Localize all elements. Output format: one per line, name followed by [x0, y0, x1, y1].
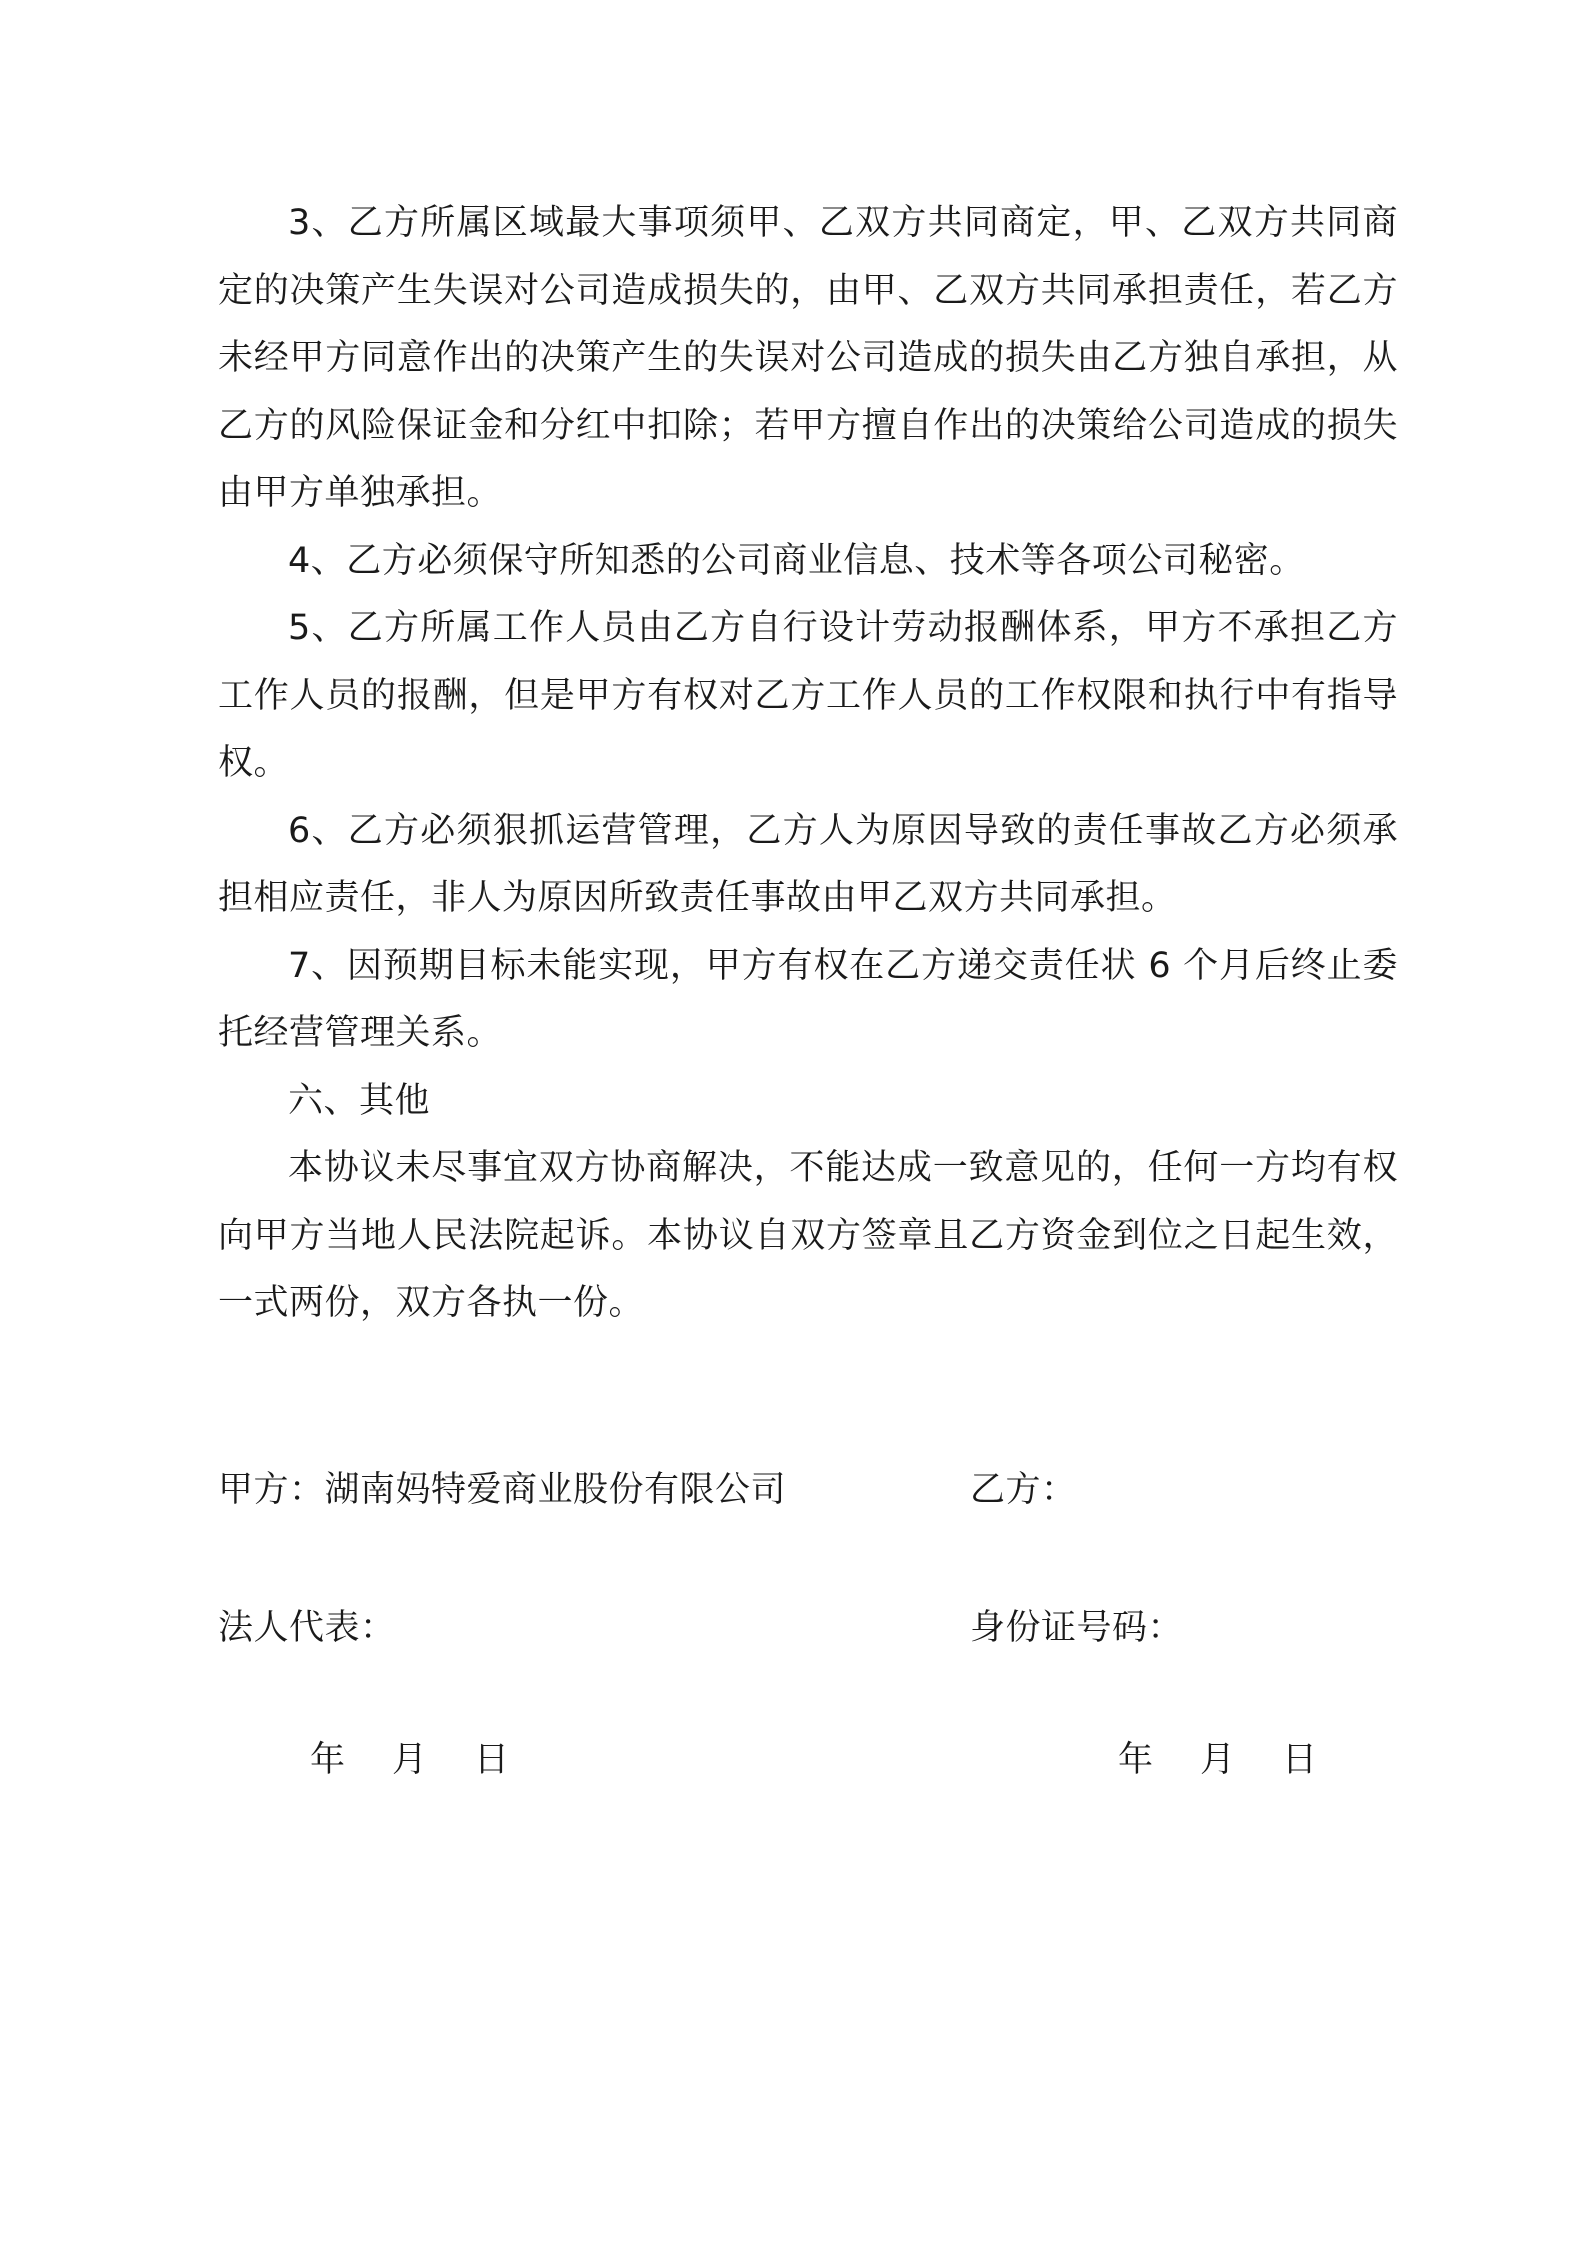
clause-5: 5、乙方所属工作人员由乙方自行设计劳动报酬体系，甲方不承担乙方工作人员的报酬，但是甲方有权对乙方工作人员的工作权限和执行中有指导权。 — [218, 608, 1398, 783]
clause-7: 7、因预期目标未能实现，甲方有权在乙方递交责任状 6 个月后终止委托经营管理关系。 — [218, 945, 1398, 1053]
party-a-label: 甲方：湖南妈特爱商业股份有限公司 — [218, 1470, 787, 1510]
clause-3: 3、乙方所属区域最大事项须甲、乙双方共同商定，甲、乙双方共同商定的决策产生失误对公司造成损失的，由甲、乙双方共同承担责任，若乙方未经甲方同意作出的决策产生的失误对公司造成的损失由乙方独自承担，从乙方的风险保证金和分红中扣除；若甲方擅自作出的决策给公司造成的损失由甲方单独承担。 — [218, 203, 1398, 513]
id-number-label: 身份证号码： — [970, 1608, 1184, 1648]
legal-representative-label: 法人代表： — [218, 1608, 396, 1648]
agreement-body — [218, 190, 1398, 1338]
clause-6: 6、乙方必须狠抓运营管理，乙方人为原因导致的责任事故乙方必须承担相应责任，非人为原因所致责任事故由甲乙双方共同承担。 — [218, 810, 1398, 918]
clause-final: 本协议未尽事宜双方协商解决，不能达成一致意见的，任何一方均有权向甲方当地人民法院起诉。本协议自双方签章且乙方资金到位之日起生效，一式两份，双方各执一份。 — [218, 1148, 1398, 1323]
clause-4: 4、乙方必须保守所知悉的公司商业信息、技术等各项公司秘密。 — [288, 540, 1305, 581]
party-a-date: 年 月 日 — [310, 1740, 510, 1780]
party-b-label: 乙方： — [970, 1470, 1077, 1510]
party-b-date: 年 月 日 — [1118, 1740, 1318, 1780]
section-heading-other: 六、其他 — [288, 1080, 431, 1121]
